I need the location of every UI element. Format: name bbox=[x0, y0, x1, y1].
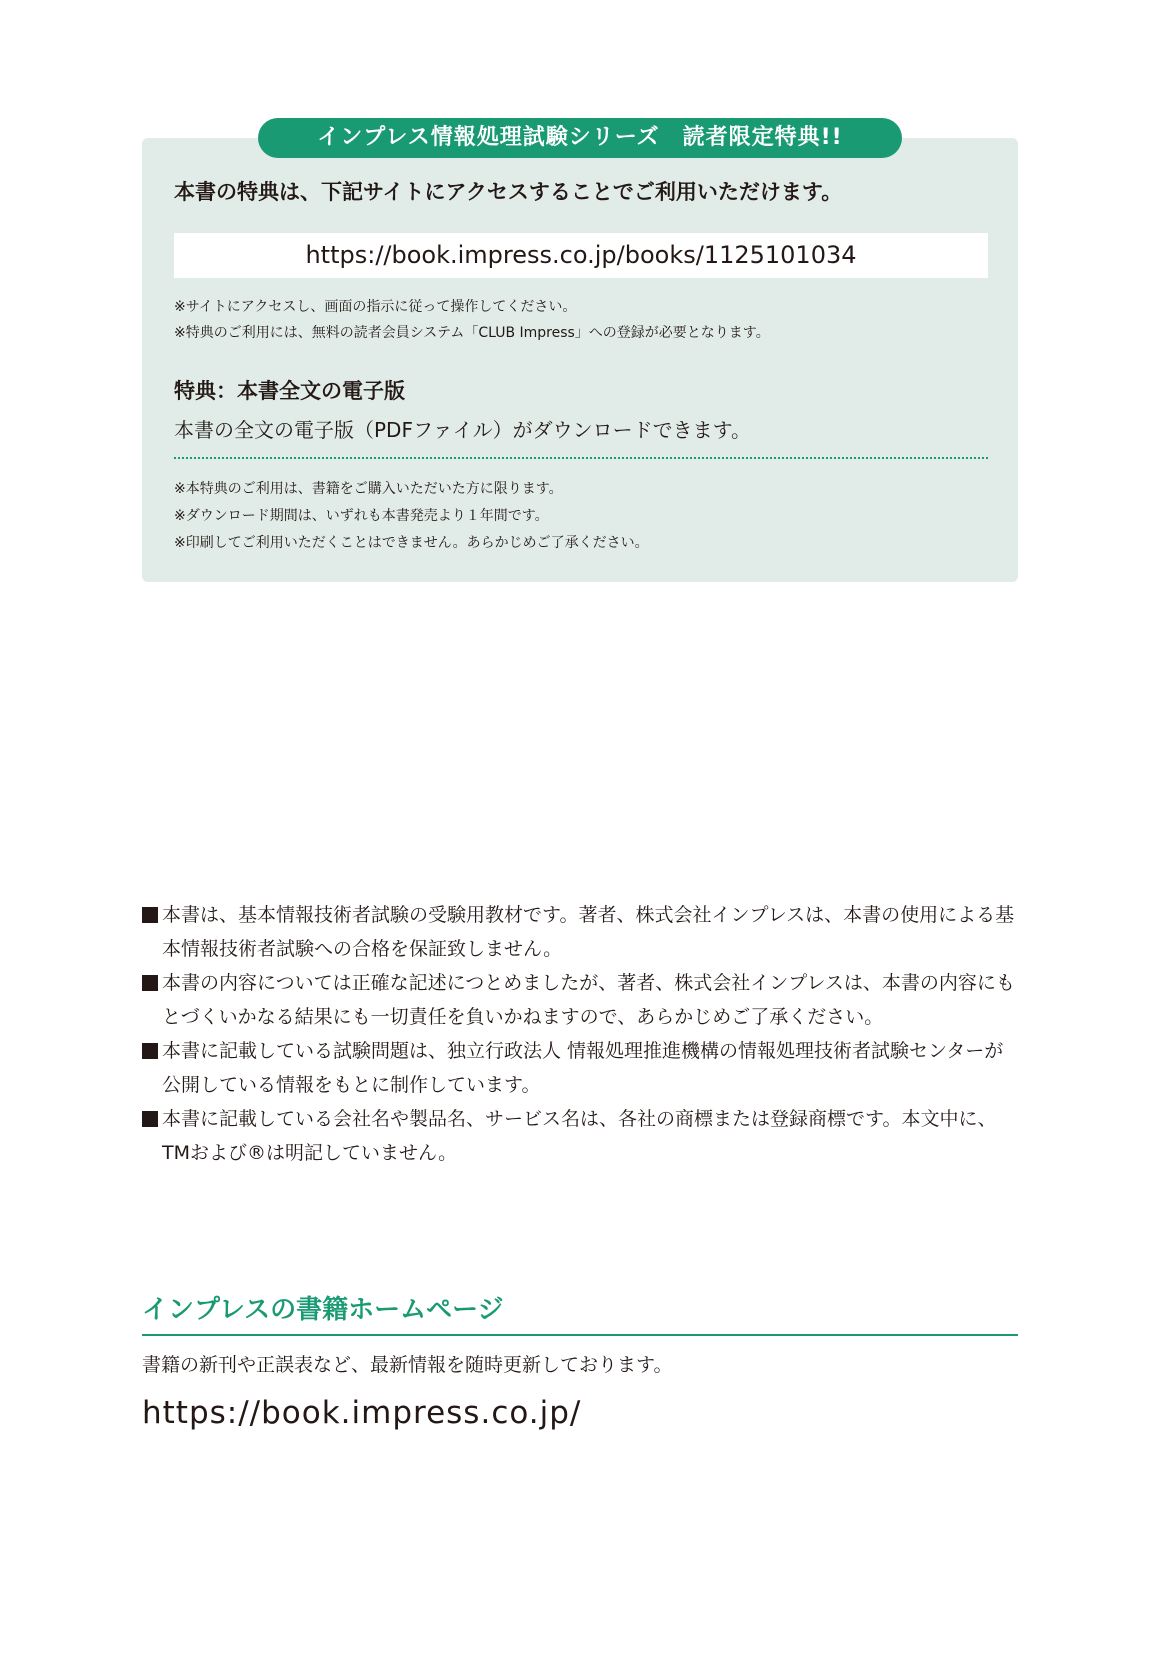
disclaimer-list bbox=[142, 898, 1022, 1170]
disclaimer-item bbox=[142, 1034, 1022, 1102]
note-bottom-1: ※本特典のご利用は、書籍をご購入いただいた方に限ります。 bbox=[174, 481, 563, 497]
note-top-1: ※サイトにアクセスし、画面の指示に従って操作してください。 bbox=[174, 299, 577, 315]
disclaimer-item bbox=[142, 966, 1022, 1034]
square-bullet-icon bbox=[142, 975, 158, 991]
benefit-intro: 本書の特典は、下記サイトにアクセスすることでご利用いただけます。 bbox=[174, 180, 843, 204]
dotted-divider bbox=[174, 457, 988, 459]
note-top-2: ※特典のご利用には、無料の読者会員システム「CLUB Impress」への登録が必要となります。 bbox=[174, 325, 770, 341]
square-bullet-icon bbox=[142, 907, 158, 923]
homepage-title: インプレスの書籍ホームページ bbox=[142, 1295, 504, 1325]
disclaimer-text: 本書に記載している試験問題は、独立行政法人 情報処理推進機構の情報処理技術者試験センターが公開している情報をもとに制作しています。 bbox=[162, 1040, 1004, 1096]
homepage-description: 書籍の新刊や正誤表など、最新情報を随時更新しております。 bbox=[142, 1354, 673, 1376]
homepage-url-link[interactable]: https://book.impress.co.jp/ bbox=[142, 1395, 582, 1431]
benefit-description: 本書の全文の電子版（PDFファイル）がダウンロードできます。 bbox=[174, 418, 751, 442]
note-bottom-3: ※印刷してご利用いただくことはできません。あらかじめご了承ください。 bbox=[174, 535, 649, 551]
disclaimer-item bbox=[142, 1102, 1022, 1170]
benefit-url-link[interactable]: https://book.impress.co.jp/books/1125101034 bbox=[174, 233, 988, 278]
square-bullet-icon bbox=[142, 1111, 158, 1127]
benefit-banner: インプレス情報処理試験シリーズ 読者限定特典!! bbox=[258, 118, 902, 158]
disclaimer-item bbox=[142, 898, 1022, 966]
square-bullet-icon bbox=[142, 1043, 158, 1059]
disclaimer-text: 本書に記載している会社名や製品名、サービス名は、各社の商標または登録商標です。本文中に、TMおよび®は明記していません。 bbox=[162, 1108, 997, 1164]
note-bottom-2: ※ダウンロード期間は、いずれも本書発売より１年間です。 bbox=[174, 508, 549, 524]
disclaimer-text: 本書は、基本情報技術者試験の受験用教材です。著者、株式会社インプレスは、本書の使用による基本情報技術者試験への合格を保証致しません。 bbox=[162, 904, 1015, 960]
homepage-rule bbox=[142, 1334, 1018, 1336]
benefit-subtitle: 特典：本書全文の電子版 bbox=[174, 379, 405, 403]
disclaimer-text: 本書の内容については正確な記述につとめましたが、著者、株式会社インプレスは、本書の内容にもとづくいかなる結果にも一切責任を負いかねますので、あらかじめご了承ください。 bbox=[162, 972, 1015, 1028]
